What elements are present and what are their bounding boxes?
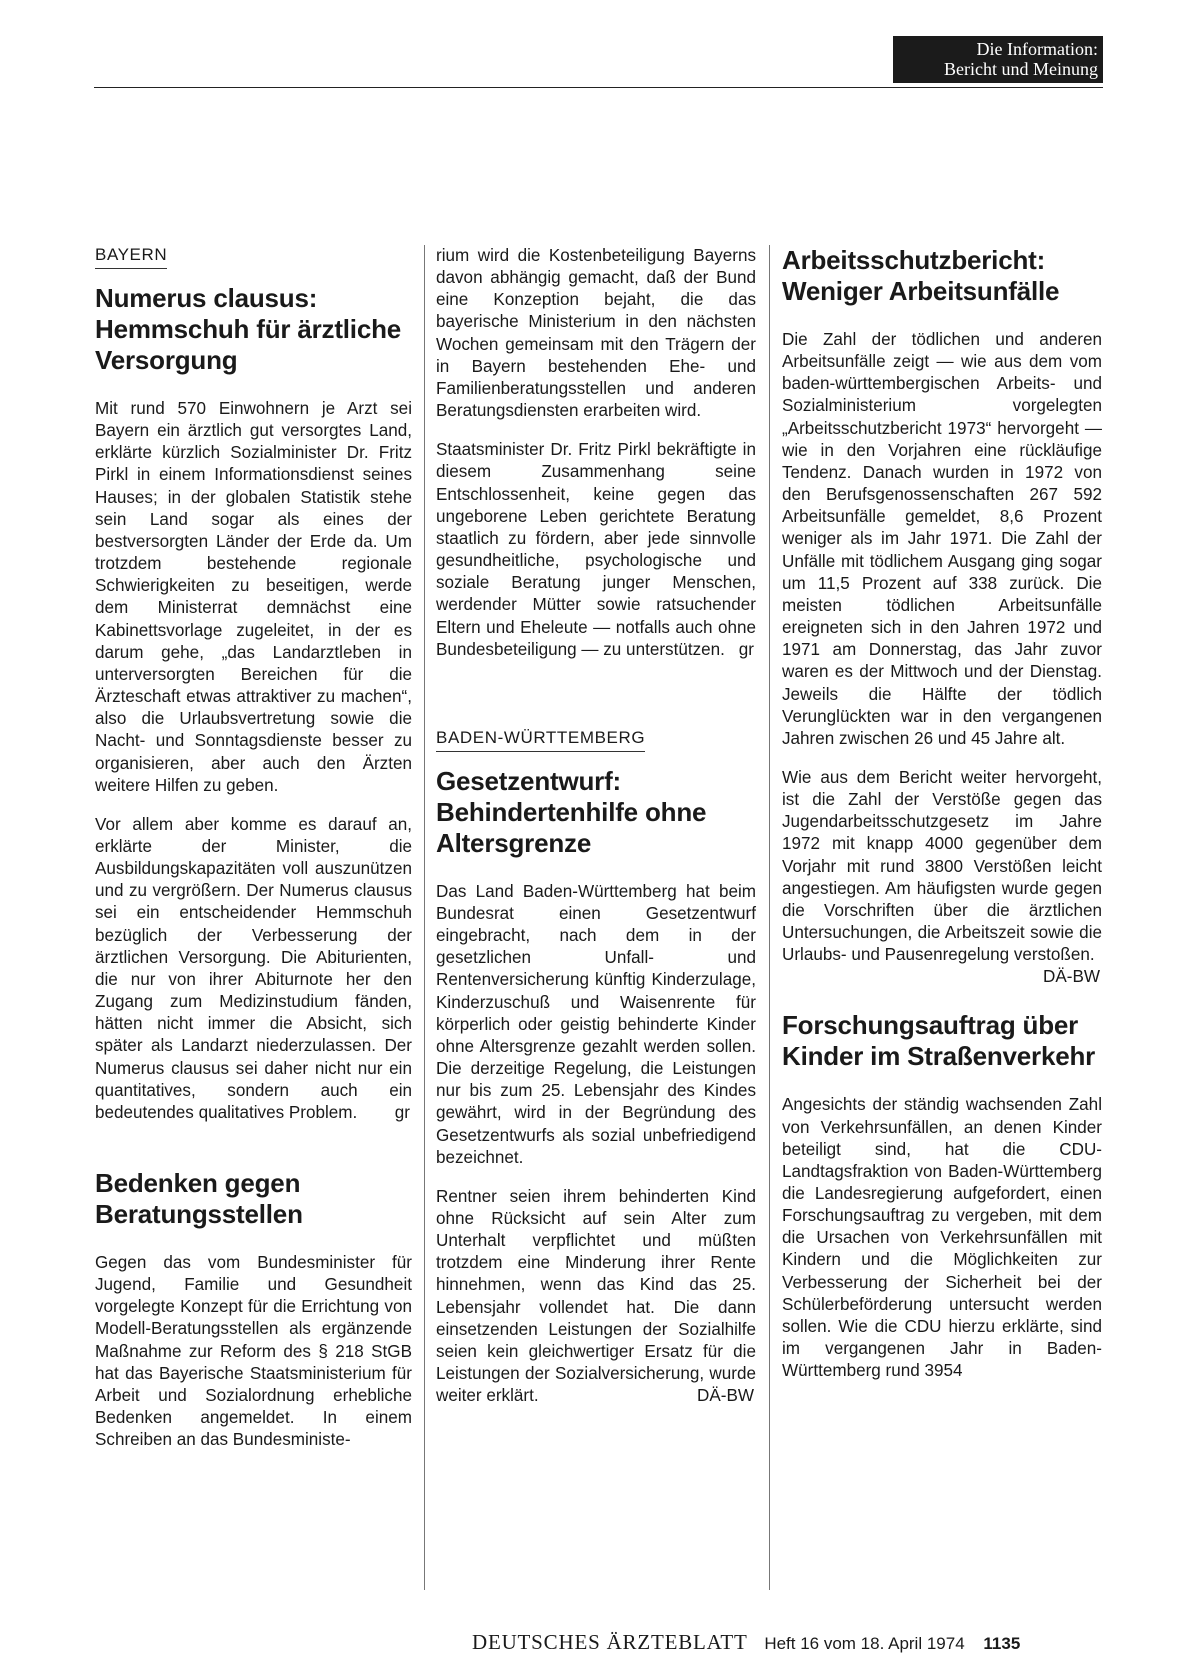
paragraph-text: Vor allem aber komme es darauf an, erklärte der Minister, die Ausbildungskapazitäten voll auszunützen und zu vergrößern. Der Numerus clausus sei ein entscheidender Hemmschuh bezüglich der Verbesserung der ärztlichen Versorgung. Die Abiturienten, die nur von ihrer Abiturnote her den Zugang zum Medizinstudium fänden, hätten nicht immer die Absicht, sich später als Landarzt niederzulassen. Der Numerus clausus sei daher nicht nur ein quantitatives, sondern auch ein bedeutendes qualitatives Problem. bbox=[95, 814, 412, 1122]
column-3 bbox=[782, 245, 1102, 1399]
section-tag bbox=[893, 36, 1103, 83]
issue-info: Heft 16 vom 18. April 1974 bbox=[764, 1634, 965, 1653]
header-rule bbox=[94, 87, 1103, 88]
article-paragraph bbox=[436, 1186, 756, 1408]
article-paragraph: Gegen das vom Bundesminister für Jugend, Familie und Gesundheit vorgelegte Konzept für die Errichtung von Modell-Beratungsstellen als ergänzende Maßnahme zur Reform des § 218 StGB hat das Bayerische Staatsministerium für Arbeit und Sozialordnung erhebliche Bedenken angemeldet. In einem Schreiben an das Bundesministe- bbox=[95, 1253, 412, 1450]
author-signature: gr bbox=[394, 1102, 410, 1122]
column-2 bbox=[436, 245, 756, 1424]
article-paragraph: Angesichts der ständig wachsenden Zahl von Verkehrsunfällen, an denen Kinder beteiligt sind, hat die CDU-Landtagsfraktion von Baden-Württemberg die Landesregierung aufgefordert, einen Forschungsauftrag zu vergeben, mit dem die Ursachen von Verkehrsunfällen mit Kindern und die Möglichkeiten zur Verbesserung der Sicherheit bei der Schülerbeförderung untersucht werden sollen. Wie die CDU hierzu erklärte, sind im vergangenen Jahr in Baden-Württemberg rund 3954 bbox=[782, 1095, 1102, 1381]
article-title-gesetzentwurf: Gesetzentwurf: Behindertenhilfe ohne Altersgrenze bbox=[436, 765, 707, 858]
section-tag-line1: Die Information: bbox=[976, 39, 1098, 59]
paragraph-text: Rentner seien ihrem behinderten Kind ohne Rücksicht auf sein Alter zum Unterhalt verpflichtet und müßten trotzdem eine Minderung ihrer Rente hinnehmen, wenn das Kind das 25. Lebensjahr vollendet hat. Die dann einsetzenden Leistungen der Sozialhilfe seien kein gleichwertiger Ersatz für die Leistungen der Sozialversicherung, wurde weiter erklärt. bbox=[436, 1186, 756, 1406]
page-footer bbox=[472, 1630, 1020, 1655]
column-1 bbox=[95, 245, 412, 1468]
section-tag-line2: Bericht und Meinung bbox=[944, 59, 1098, 79]
author-signature: DÄ-BW bbox=[697, 1386, 754, 1406]
article-title-forschungsauftrag: Forschungsauftrag über Kinder im Straßenverkehr bbox=[782, 1010, 1096, 1072]
article-title-arbeitsschutzbericht: Arbeitsschutzbericht: Weniger Arbeitsunfälle bbox=[782, 245, 1060, 306]
article-paragraph bbox=[436, 439, 756, 661]
paragraph-text: Staatsminister Dr. Fritz Pirkl bekräftigte in diesem Zusammenhang seine Entschlossenheit, keine gegen das ungeborene Leben gerichtete Beratung staatlich zu fördern, aber jede sinnvolle gesundheitliche, psychologische und soziale Beratung junger Menschen, werdender Mütter sowie ratsuchender Eltern und Eheleute — notfalls auch ohne Bundesbeteiligung — zu unterstützen. bbox=[436, 440, 756, 659]
article-title-numerus-clausus: Numerus clausus: Hemmschuh für ärztliche Versorgung bbox=[95, 283, 402, 375]
column-divider-1 bbox=[424, 245, 425, 1590]
article-paragraph bbox=[782, 767, 1102, 987]
section-kicker-bayern: BAYERN bbox=[95, 245, 167, 269]
author-signature: DÄ-BW bbox=[1043, 967, 1100, 987]
article-paragraph bbox=[95, 814, 412, 1124]
article-paragraph: Die Zahl der tödlichen und anderen Arbeitsunfälle zeigt — wie aus dem vom baden-württembergischen Arbeits- und Sozialministerium vorgelegten „Arbeitsschutzbericht 1973“ hervorgeht — wie in den Vorjahren eine rückläufige Tendenz. Danach wurden in 1972 von den Berufsgenossenschaften 267 592 Arbeitsunfälle gemeldet, 8,6 Prozent weniger als im Jahr 1971. Die Zahl der Unfälle mit tödlichem Ausgang ging sogar um 11,5 Prozent auf 338 zurück. Die meisten tödlichen Arbeitsunfälle ereigneten sich in den Jahren 1972 und 1971 am Donnerstag, das Jahr zuvor waren es der Mittwoch und der Dienstag. Jeweils die Hälfte der tödlich Verunglückten war in den vergangenen Jahren zwischen 26 und 45 Jahre alt. bbox=[782, 330, 1102, 748]
article-paragraph: rium wird die Kostenbeteiligung Bayerns davon abhängig gemacht, daß der Bund eine Konzeption bejaht, die das bayerische Ministerium in den nächsten Wochen gemeinsam mit den Trägern der in Bayern bestehenden Ehe- und Familienberatungsstellen und anderen Beratungsdiensten erarbeiten wird. bbox=[436, 246, 756, 421]
article-paragraph: Das Land Baden-Württemberg hat beim Bundesrat einen Gesetzentwurf eingebracht, nach dem in der gesetzlichen Unfall- und Rentenversicherung künftig Kinderzulage, Kinderzuschuß und Waisenrente für körperlich oder geistig behinderte Kinder ohne Altersgrenze gezahlt werden sollen. Die derzeitige Regelung, die Leistungen nur bis zum 25. Lebensjahr des Kindes gewährt, wird in der Begründung des Gesetzentwurfs als sozial unbefriedigend bezeichnet. bbox=[436, 881, 756, 1167]
column-divider-2 bbox=[769, 245, 770, 1590]
journal-name: DEUTSCHES ÄRZTEBLATT bbox=[472, 1630, 748, 1654]
paragraph-text: Wie aus dem Bericht weiter hervorgeht, ist die Zahl der Verstöße gegen das Jugendarbeitsschutzgesetz im Jahre 1972 mit knapp 4000 gegenüber dem Vorjahr mit rund 3800 Verstößen leicht angestiegen. Am häufigsten wurde gegen die Vorschriften über die ärztlichen Untersuchungen, die Arbeitszeit sowie die Urlaubs- und Pausenregelung verstoßen. bbox=[782, 767, 1102, 965]
author-signature: gr bbox=[738, 639, 754, 659]
section-kicker-baden-wuerttemberg: BADEN-WÜRTTEMBERG bbox=[436, 728, 645, 752]
article-title-beratungsstellen: Bedenken gegen Beratungsstellen bbox=[95, 1168, 303, 1229]
article-paragraph: Mit rund 570 Einwohnern je Arzt sei Bayern ein ärztlich gut versorgtes Land, erklärte kürzlich Sozialminister Dr. Fritz Pirkl in einem Informationsdienst seines Hauses; in der globalen Statistik stehe sein Land sogar als eines der bestversorgten Länder der Erde da. Um trotzdem bestehende regionale Schwierigkeiten zu beseitigen, werde dem Ministerrat demnächst eine Kabinettsvorlage zugeleitet, in der es darum gehe, „das Landarztleben in unterversorgten Bereichen für die Ärzteschaft etwas attraktiver zu machen“, also die Urlaubsvertretung sowie die Nacht- und Sonntagsdienste besser zu organisieren, aber auch den Ärzten weitere Hilfen zu geben. bbox=[95, 399, 412, 795]
page-number: 1135 bbox=[983, 1634, 1021, 1653]
